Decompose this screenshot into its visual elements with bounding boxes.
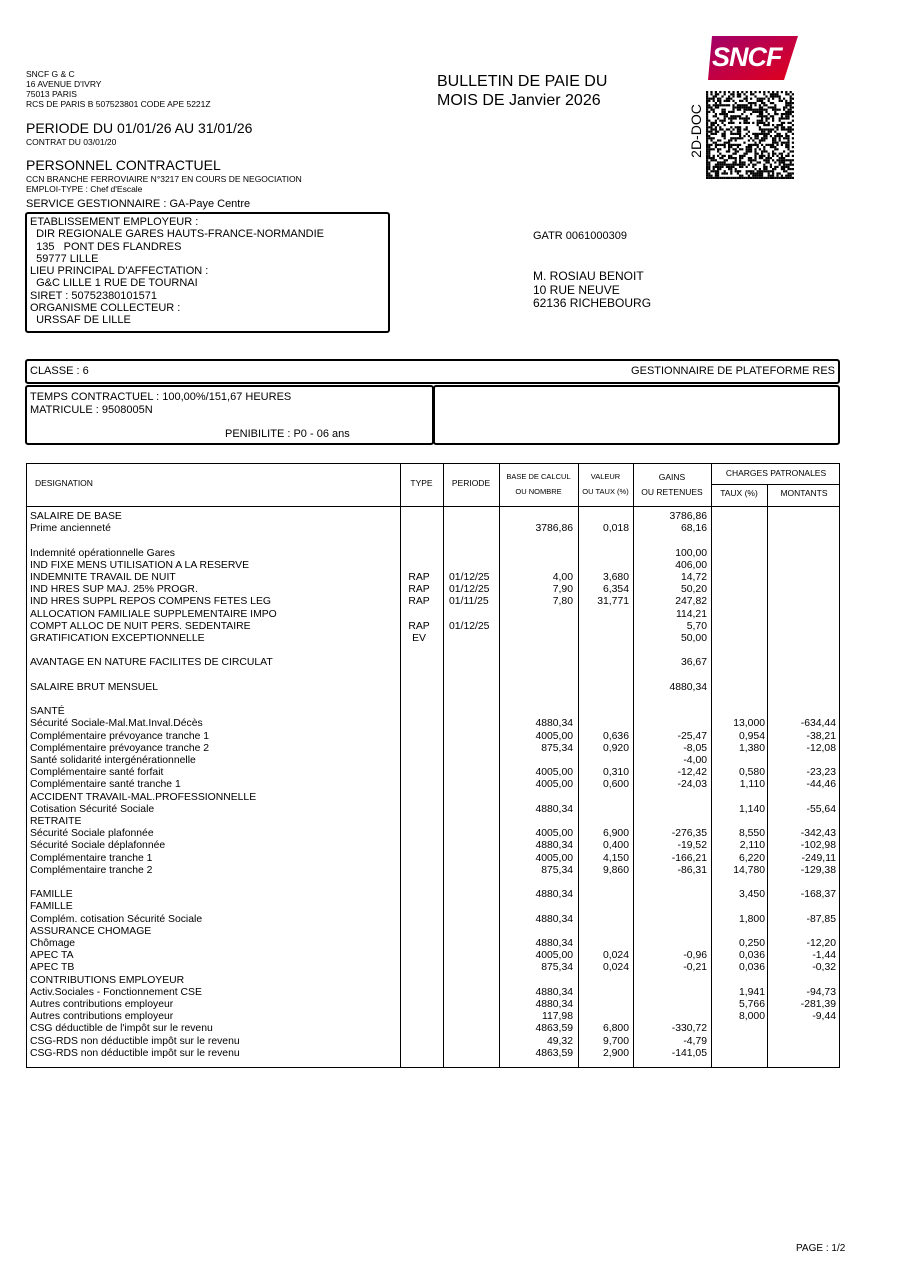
cell-base: 4005,00 bbox=[535, 779, 573, 791]
cell-designation: Santé solidarité intergénérationnelle bbox=[30, 755, 196, 766]
table-row bbox=[27, 816, 837, 828]
cell-taux: 14,780 bbox=[733, 864, 765, 876]
table-row bbox=[27, 609, 837, 621]
table-row bbox=[27, 767, 837, 779]
cell-designation: Sécurité Sociale déplafonnée bbox=[30, 840, 166, 852]
cell-gains: -330,72 bbox=[671, 1023, 707, 1035]
cell-gains: 4880,34 bbox=[669, 681, 707, 693]
cell-designation: APEC TB bbox=[30, 962, 75, 974]
cell-gains: -0,21 bbox=[683, 962, 707, 974]
cell-designation: Complémentaire tranche 1 bbox=[30, 852, 153, 864]
cell-montant: -44,46 bbox=[806, 779, 836, 791]
cell-taux: 0,036 bbox=[738, 962, 765, 974]
table-row bbox=[27, 975, 837, 987]
cell-type: EV bbox=[412, 633, 426, 644]
cell-taux: 8,000 bbox=[738, 1011, 765, 1023]
cell-base: 4005,00 bbox=[535, 950, 573, 962]
cell-gains: -86,31 bbox=[677, 864, 707, 876]
cell-gains: -24,03 bbox=[677, 779, 707, 791]
header-base: BASE DE CALCUL OU NOMBRE bbox=[506, 472, 571, 496]
table-row bbox=[27, 779, 837, 791]
cell-gains: -141,05 bbox=[671, 1047, 707, 1059]
table-row bbox=[27, 1011, 837, 1023]
cell-designation: Complémentaire santé forfait bbox=[30, 767, 164, 779]
table-row bbox=[27, 621, 837, 633]
header-valeur: VALEUR OU TAUX (%) bbox=[582, 472, 629, 496]
cell-montant: -94,73 bbox=[806, 986, 836, 998]
table-row bbox=[27, 657, 837, 669]
cell-designation: Complémentaire prévoyance tranche 1 bbox=[30, 730, 210, 742]
cell-montant: -129,38 bbox=[800, 864, 836, 876]
employee-address2: 62136 RICHEBOURG bbox=[533, 296, 652, 310]
cell-designation: FAMILLE bbox=[30, 901, 73, 913]
cell-taux: 6,220 bbox=[738, 852, 765, 864]
employee-address1: 10 RUE NEUVE bbox=[533, 282, 620, 297]
table-row bbox=[27, 901, 837, 913]
cell-designation: Indemnité opérationnelle Gares bbox=[30, 547, 175, 559]
emploi-type: EMPLOI-TYPE : Chef d'Escale bbox=[26, 184, 143, 194]
cell-montant: -634,44 bbox=[800, 718, 836, 730]
cell-base: 4880,34 bbox=[535, 913, 573, 925]
header-gains: GAINS OU RETENUES bbox=[641, 472, 703, 497]
cell-designation: Sécurité Sociale-Mal.Mat.Inval.Décès bbox=[30, 718, 203, 730]
cell-valeur: 0,024 bbox=[602, 962, 629, 974]
employer-name: SNCF G & C bbox=[26, 69, 75, 79]
table-row bbox=[27, 1048, 837, 1060]
cell-designation: CONTRIBUTIONS EMPLOYEUR bbox=[30, 974, 185, 986]
cell-gains: -19,52 bbox=[677, 840, 707, 852]
cell-base: 4005,00 bbox=[535, 852, 573, 864]
establishment-line: DIR REGIONALE GARES HAUTS-FRANCE-NORMANDIE bbox=[30, 228, 324, 241]
cell-base: 7,80 bbox=[552, 596, 573, 608]
cell-gains: 50,00 bbox=[680, 633, 707, 644]
establishment-line: SIRET : 50752380101571 bbox=[30, 289, 158, 302]
table-row bbox=[27, 755, 837, 767]
cell-taux: 0,580 bbox=[738, 767, 765, 779]
cell-designation: COMPT ALLOC DE NUIT PERS. SEDENTAIRE bbox=[30, 620, 251, 632]
title-line-1: BULLETIN DE PAIE DU bbox=[437, 73, 608, 90]
employer-address1: 16 AVENUE D'IVRY bbox=[26, 79, 102, 89]
cell-montant: -23,23 bbox=[806, 767, 836, 779]
cell-base: 4880,34 bbox=[535, 889, 573, 901]
cell-valeur: 0,600 bbox=[602, 779, 629, 791]
cell-montant: -1,44 bbox=[812, 950, 836, 962]
document-title bbox=[437, 72, 607, 110]
cell-montant: -9,44 bbox=[812, 1011, 836, 1023]
employer-address2: 75013 PARIS bbox=[26, 89, 77, 99]
cell-gains: -8,05 bbox=[683, 742, 707, 754]
cell-designation: RETRAITE bbox=[30, 816, 82, 827]
cell-base: 4,00 bbox=[552, 572, 573, 583]
cell-designation: CSG-RDS non déductible impôt sur le revenu bbox=[30, 1035, 240, 1047]
cell-base: 4880,34 bbox=[535, 803, 573, 815]
cell-base: 4880,34 bbox=[535, 986, 573, 998]
cell-designation: ALLOCATION FAMILIALE SUPPLEMENTAIRE IMPO bbox=[30, 608, 277, 620]
cell-designation: Complémentaire tranche 2 bbox=[30, 864, 153, 876]
cell-valeur: 6,900 bbox=[602, 828, 629, 840]
cell-valeur: 9,860 bbox=[602, 864, 629, 876]
table-row bbox=[27, 572, 837, 584]
establishment-line: ORGANISME COLLECTEUR : bbox=[30, 302, 181, 315]
header-designation: DESIGNATION bbox=[35, 478, 93, 488]
cell-periode: 01/11/25 bbox=[449, 596, 489, 608]
establishment-line: LIEU PRINCIPAL D'AFFECTATION : bbox=[30, 265, 209, 278]
cell-montant: -12,20 bbox=[806, 938, 836, 949]
cell-base: 4005,00 bbox=[535, 730, 573, 742]
cell-designation: IND HRES SUP MAJ. 25% PROGR. bbox=[30, 584, 198, 596]
cell-designation: GRATIFICATION EXCEPTIONNELLE bbox=[30, 633, 205, 644]
cell-taux: 1,380 bbox=[738, 742, 765, 754]
table-row bbox=[27, 633, 837, 645]
cell-valeur: 9,700 bbox=[602, 1035, 629, 1047]
cell-type: RAP bbox=[408, 572, 430, 583]
establishment-box bbox=[25, 212, 390, 333]
table-row bbox=[27, 743, 837, 755]
header-montants: MONTANTS bbox=[780, 488, 828, 498]
cell-designation: SALAIRE DE BASE bbox=[30, 511, 122, 522]
cell-designation: Complémentaire prévoyance tranche 2 bbox=[30, 742, 210, 754]
datamatrix-code bbox=[706, 91, 794, 179]
table-row bbox=[27, 999, 837, 1011]
period: PERIODE DU 01/01/26 AU 31/01/26 bbox=[26, 120, 253, 136]
cell-designation: ASSURANCE CHOMAGE bbox=[30, 925, 152, 937]
cell-valeur: 0,636 bbox=[602, 730, 629, 742]
doc-code-label: 2D-DOC bbox=[688, 104, 704, 158]
cell-taux: 1,800 bbox=[738, 913, 765, 925]
cell-base: 875,34 bbox=[541, 742, 573, 754]
cell-valeur: 31,771 bbox=[597, 596, 629, 608]
page-number: PAGE : 1/2 bbox=[796, 1243, 846, 1254]
cell-valeur: 0,400 bbox=[602, 840, 629, 852]
header-periode: PERIODE bbox=[451, 478, 491, 488]
ccn: CCN BRANCHE FERROVIAIRE N°3217 EN COURS DE NEGOCIATION bbox=[26, 174, 302, 184]
table-row bbox=[27, 792, 837, 804]
gatr: GATR 0061000309 bbox=[533, 230, 627, 242]
employee-address bbox=[533, 270, 651, 311]
cell-designation: APEC TA bbox=[30, 950, 74, 962]
cell-designation: Activ.Sociales - Fonctionnement CSE bbox=[30, 986, 202, 998]
cell-gains: -0,96 bbox=[683, 950, 707, 962]
cell-designation: FAMILLE bbox=[30, 889, 73, 901]
cell-base: 117,98 bbox=[541, 1011, 573, 1023]
cell-base: 4863,59 bbox=[535, 1023, 573, 1035]
cell-base: 49,32 bbox=[546, 1035, 573, 1047]
title-line-2: MOIS DE Janvier 2026 bbox=[437, 92, 601, 109]
cell-designation: CSG déductible de l'impôt sur le revenu bbox=[30, 1023, 213, 1035]
cell-montant: -38,21 bbox=[806, 730, 836, 742]
cell-taux: 1,941 bbox=[738, 986, 765, 998]
cell-valeur: 3,680 bbox=[602, 572, 629, 583]
cell-gains: 5,70 bbox=[686, 620, 707, 632]
cell-taux: 0,954 bbox=[738, 730, 765, 742]
job-title: GESTIONNAIRE DE PLATEFORME RES bbox=[631, 365, 835, 377]
cell-base: 4880,34 bbox=[535, 938, 573, 949]
header-charges-patronales: CHARGES PATRONALES bbox=[725, 468, 827, 478]
header-taux: TAUX (%) bbox=[720, 488, 758, 498]
cell-gains: -25,47 bbox=[677, 730, 707, 742]
cell-montant: -281,39 bbox=[800, 999, 836, 1010]
employee-name: M. ROSIAU BENOIT bbox=[533, 269, 644, 283]
contract-date: CONTRAT DU 03/01/20 bbox=[26, 137, 117, 147]
establishment-line: 135 PONT DES FLANDRES bbox=[30, 240, 182, 253]
cell-valeur: 6,354 bbox=[602, 584, 629, 596]
cell-base: 4005,00 bbox=[535, 828, 573, 840]
cell-gains: -166,21 bbox=[671, 852, 707, 864]
classe: CLASSE : 6 bbox=[30, 365, 89, 377]
temps-contractuel: TEMPS CONTRACTUEL : 100,00%/151,67 HEURES bbox=[30, 391, 292, 403]
cell-taux: 0,250 bbox=[738, 938, 765, 949]
table-row bbox=[27, 962, 837, 974]
cell-gains: 14,72 bbox=[680, 572, 707, 583]
cell-type: RAP bbox=[408, 596, 430, 608]
cell-designation: Chômage bbox=[30, 938, 76, 949]
cell-base: 7,90 bbox=[552, 584, 573, 596]
cell-valeur: 0,024 bbox=[602, 950, 629, 962]
personnel-category: PERSONNEL CONTRACTUEL bbox=[26, 157, 221, 173]
cell-taux: 2,110 bbox=[739, 840, 765, 852]
table-row bbox=[27, 938, 837, 950]
classe-box bbox=[25, 359, 840, 384]
cell-type: RAP bbox=[408, 584, 430, 596]
cell-taux: 1,140 bbox=[738, 803, 765, 815]
table-row bbox=[27, 828, 837, 840]
table-row bbox=[27, 706, 837, 718]
cell-montant: -55,64 bbox=[806, 803, 836, 815]
cell-designation: CSG-RDS non déductible impôt sur le revenu bbox=[30, 1047, 240, 1059]
cell-taux: 3,450 bbox=[738, 889, 765, 901]
cell-designation: Cotisation Sécurité Sociale bbox=[30, 803, 155, 815]
cell-periode: 01/12/25 bbox=[449, 620, 490, 632]
cell-designation: IND HRES SUPPL REPOS COMPENS FETES LEG bbox=[30, 596, 271, 608]
cell-base: 4005,00 bbox=[535, 767, 573, 779]
table-row bbox=[27, 596, 837, 608]
cell-gains: -276,35 bbox=[671, 828, 707, 840]
matricule: MATRICULE : 9508005N bbox=[30, 404, 153, 416]
cell-designation: AVANTAGE EN NATURE FACILITES DE CIRCULAT bbox=[30, 657, 273, 669]
cell-montant: -0,32 bbox=[812, 962, 836, 974]
table-row bbox=[27, 853, 837, 865]
payslip-table bbox=[26, 463, 840, 1068]
cell-valeur: 0,018 bbox=[602, 523, 629, 535]
cell-taux: 5,766 bbox=[738, 999, 765, 1010]
establishment-line: ETABLISSEMENT EMPLOYEUR : bbox=[30, 216, 199, 228]
cell-gains: 68,16 bbox=[680, 523, 707, 535]
cell-designation: Complémentaire santé tranche 1 bbox=[30, 779, 181, 791]
cell-valeur: 2,900 bbox=[602, 1047, 629, 1059]
table-row bbox=[27, 731, 837, 743]
cell-gains: -4,00 bbox=[683, 755, 707, 766]
cell-montant: -87,85 bbox=[806, 913, 836, 925]
cell-gains: 3786,86 bbox=[669, 511, 707, 522]
cell-type: RAP bbox=[408, 620, 430, 632]
cell-valeur: 0,920 bbox=[602, 742, 629, 754]
table-row bbox=[27, 548, 837, 560]
cell-montant: -249,11 bbox=[801, 852, 836, 864]
table-row bbox=[27, 840, 837, 852]
table-row bbox=[27, 682, 837, 694]
cell-base: 4880,34 bbox=[535, 840, 573, 852]
cell-designation: Complém. cotisation Sécurité Sociale bbox=[30, 913, 203, 925]
cell-taux: 13,000 bbox=[733, 718, 765, 730]
cell-taux: 1,110 bbox=[739, 779, 765, 791]
table-row bbox=[27, 560, 837, 572]
cell-gains: -12,42 bbox=[677, 767, 707, 779]
establishment-lines bbox=[30, 216, 324, 327]
cell-designation: SANTÉ bbox=[30, 706, 65, 718]
table-row bbox=[27, 804, 837, 816]
table-row bbox=[27, 987, 837, 999]
table-row bbox=[27, 584, 837, 596]
cell-designation: IND FIXE MENS UTILISATION A LA RESERVE bbox=[30, 559, 250, 571]
table-row bbox=[27, 926, 837, 938]
cell-valeur: 6,800 bbox=[602, 1023, 629, 1035]
temps-box bbox=[25, 385, 434, 445]
table-row bbox=[27, 914, 837, 926]
cell-designation: Autres contributions employeur bbox=[30, 1011, 174, 1023]
cell-gains: 406,00 bbox=[675, 559, 707, 571]
logo-text: SNCF bbox=[712, 42, 782, 72]
cell-base: 4880,34 bbox=[535, 999, 573, 1010]
cell-base: 4863,59 bbox=[535, 1047, 573, 1059]
cell-montant: -12,08 bbox=[806, 742, 836, 754]
cell-gains: 100,00 bbox=[675, 547, 707, 559]
table-row bbox=[27, 889, 837, 901]
cell-periode: 01/12/25 bbox=[449, 584, 490, 596]
table-row bbox=[27, 1036, 837, 1048]
employer-rcs: RCS DE PARIS B 507523801 CODE APE 5221Z bbox=[26, 99, 211, 109]
table-row bbox=[27, 865, 837, 877]
service-gestionnaire: SERVICE GESTIONNAIRE : GA-Paye Centre bbox=[26, 198, 251, 210]
cell-designation: Prime ancienneté bbox=[30, 523, 111, 535]
table-row bbox=[27, 523, 837, 535]
cell-gains: 36,67 bbox=[680, 657, 707, 669]
table-row bbox=[27, 511, 837, 523]
cell-montant: -168,37 bbox=[800, 889, 836, 901]
cell-taux: 8,550 bbox=[738, 828, 765, 840]
employer-block bbox=[26, 69, 211, 109]
empty-box bbox=[433, 385, 840, 445]
cell-valeur: 4,150 bbox=[602, 852, 629, 864]
cell-base: 875,34 bbox=[541, 962, 573, 974]
header-type: TYPE bbox=[410, 478, 433, 488]
cell-montant: -342,43 bbox=[800, 828, 836, 840]
cell-valeur: 0,310 bbox=[602, 767, 629, 779]
cell-gains: 50,20 bbox=[680, 584, 707, 596]
cell-designation: Autres contributions employeur bbox=[30, 999, 174, 1010]
table-row bbox=[27, 950, 837, 962]
penibilite: PENIBILITE : P0 - 06 ans bbox=[225, 428, 350, 440]
cell-gains: 114,21 bbox=[675, 608, 707, 620]
sncf-logo bbox=[706, 34, 798, 82]
table-row bbox=[27, 718, 837, 730]
cell-base: 875,34 bbox=[541, 864, 573, 876]
cell-designation: SALAIRE BRUT MENSUEL bbox=[30, 681, 158, 693]
cell-taux: 0,036 bbox=[738, 950, 765, 962]
establishment-line: 59777 LILLE bbox=[30, 252, 99, 265]
cell-gains: -4,79 bbox=[683, 1035, 707, 1047]
cell-designation: ACCIDENT TRAVAIL-MAL.PROFESSIONNELLE bbox=[30, 791, 257, 803]
establishment-line: URSSAF DE LILLE bbox=[30, 314, 131, 327]
cell-designation: INDEMNITE TRAVAIL DE NUIT bbox=[30, 572, 176, 583]
cell-base: 3786,86 bbox=[535, 523, 573, 535]
establishment-line: G&C LILLE 1 RUE DE TOURNAI bbox=[30, 277, 198, 290]
cell-periode: 01/12/25 bbox=[449, 572, 490, 583]
cell-base: 4880,34 bbox=[535, 718, 573, 730]
cell-montant: -102,98 bbox=[800, 840, 836, 852]
cell-designation: Sécurité Sociale plafonnée bbox=[30, 828, 154, 840]
cell-gains: 247,82 bbox=[675, 596, 707, 608]
table-row bbox=[27, 1023, 837, 1035]
